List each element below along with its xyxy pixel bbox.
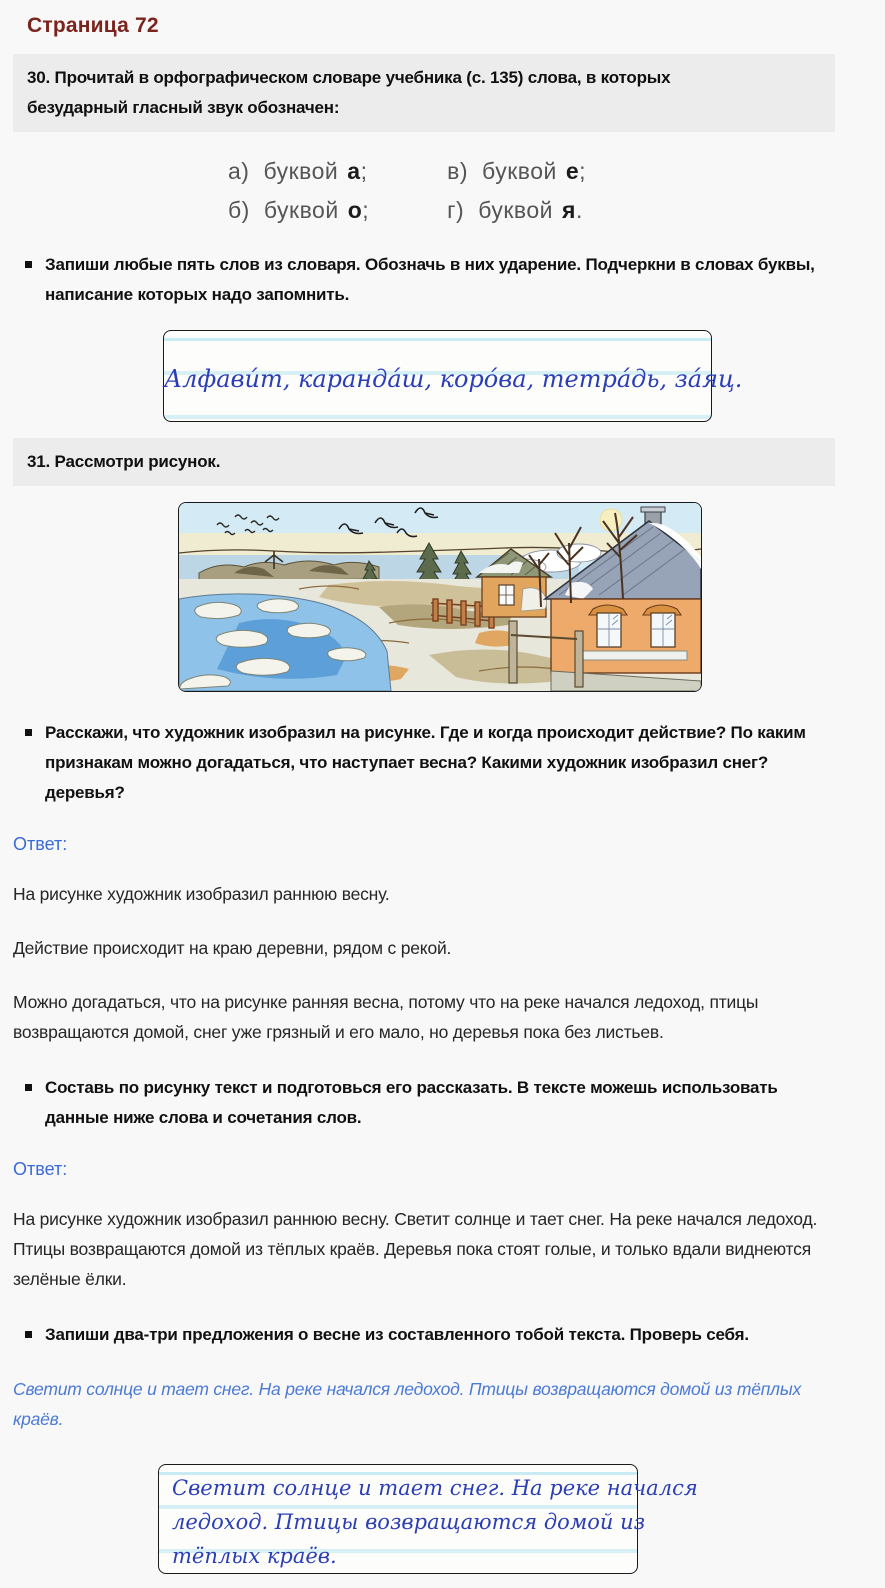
exercise-31-header [13, 438, 835, 486]
option-v-punct: ; [579, 158, 587, 184]
option-b-key: б) [228, 197, 250, 223]
handwriting-words-text: Алфави́т, каранда́ш, коро́ва, тетра́дь, за́яц. [164, 365, 743, 393]
answer-story-paragraph: На рисунке художник изобразил раннюю весну. Светит солнце и тает снег. На реке начался ледоход. Птицы возвращаются домой из тёплых краёв. Деревья пока стоят голые, и только вдали виднеются зелёные ёлки. [13, 1209, 818, 1289]
answer-paragraph: Действие происходит на краю деревни, рядом с рекой. [13, 938, 452, 958]
sun [600, 509, 622, 531]
option-v-word: буквой [482, 158, 557, 184]
handwriting-line: Светит солнце и тает снег. На реке начался [172, 1476, 698, 1500]
task-describe [25, 718, 825, 808]
bullet-square-icon [25, 261, 32, 268]
option-b-punct: ; [362, 197, 370, 223]
option-b-word: буквой [263, 197, 339, 223]
handwriting-line: ледоход. Птицы возвращаются домой из [172, 1510, 646, 1534]
option-b [228, 197, 369, 224]
blue-italic-note: Светит солнце и тает снег. На реке начался ледоход. Птицы возвращаются домой из тёплых краёв. [13, 1379, 802, 1429]
exercise-30-header [13, 54, 835, 132]
task-write-words [25, 250, 825, 310]
answer-paragraph: На рисунке художник изобразил раннюю весну. [13, 884, 390, 904]
bullet-square-icon [25, 1331, 32, 1338]
option-a-punct: ; [360, 158, 368, 184]
option-a-key: а) [228, 158, 250, 184]
option-g [447, 197, 586, 224]
task-compose-text: Составь по рисунку текст и подготовься его рассказать. В тексте можешь использовать данные ниже слова и сочетания слов. [45, 1078, 778, 1127]
page-title: Страница 72 [27, 14, 159, 37]
option-g-punct: . [575, 197, 583, 223]
option-a-word: буквой [263, 158, 339, 184]
option-g-key: г) [447, 197, 465, 223]
option-g-word: буквой [478, 197, 554, 223]
letter-options-list [228, 158, 885, 224]
handwriting-sentences-image [158, 1464, 698, 1574]
option-b-letter: о [347, 197, 363, 223]
task-describe-text: Расскажи, что художник изобразил на рисунке. Где и когда происходит действие? По каким признакам можно догадаться, что наступает весна? Какими художник изобразил снег? деревья? [45, 723, 806, 802]
option-a-letter: а [347, 158, 361, 184]
bullet-square-icon [25, 1084, 32, 1091]
exercise-30-header-text: 30. Прочитай в орфографическом словаре учебника (с. 135) слова, в которых безударный гласный звук обозначен: [27, 68, 671, 117]
task-write-words-text: Запиши любые пять слов из словаря. Обозначь в них ударение. Подчеркни в словах буквы, написание которых надо запомнить. [45, 255, 815, 304]
task-write-sentences-text: Запиши два-три предложения о весне из составленного тобой текста. Проверь себя. [45, 1325, 749, 1344]
bullet-square-icon [25, 729, 32, 736]
handwriting-line: тёплых краёв. [172, 1544, 337, 1568]
exercise-31-header-text: 31. Рассмотри рисунок. [27, 452, 221, 471]
answer-label: Ответ: [13, 1159, 68, 1179]
task-compose [25, 1073, 825, 1133]
task-write-sentences [25, 1320, 825, 1350]
option-v-letter: е [565, 158, 580, 184]
handwriting-words-image [163, 330, 743, 422]
option-a [228, 158, 369, 185]
answer-paragraph: Можно догадаться, что на рисунке ранняя весна, потому что на реке начался ледоход, птицы возвращаются домой, снег уже грязный и его мало, но деревья пока без листьев. [13, 992, 759, 1042]
spring-illustration [178, 502, 702, 692]
answer-label: Ответ: [13, 834, 68, 854]
option-v [447, 158, 586, 185]
option-g-letter: я [562, 197, 576, 223]
option-v-key: в) [447, 158, 469, 184]
